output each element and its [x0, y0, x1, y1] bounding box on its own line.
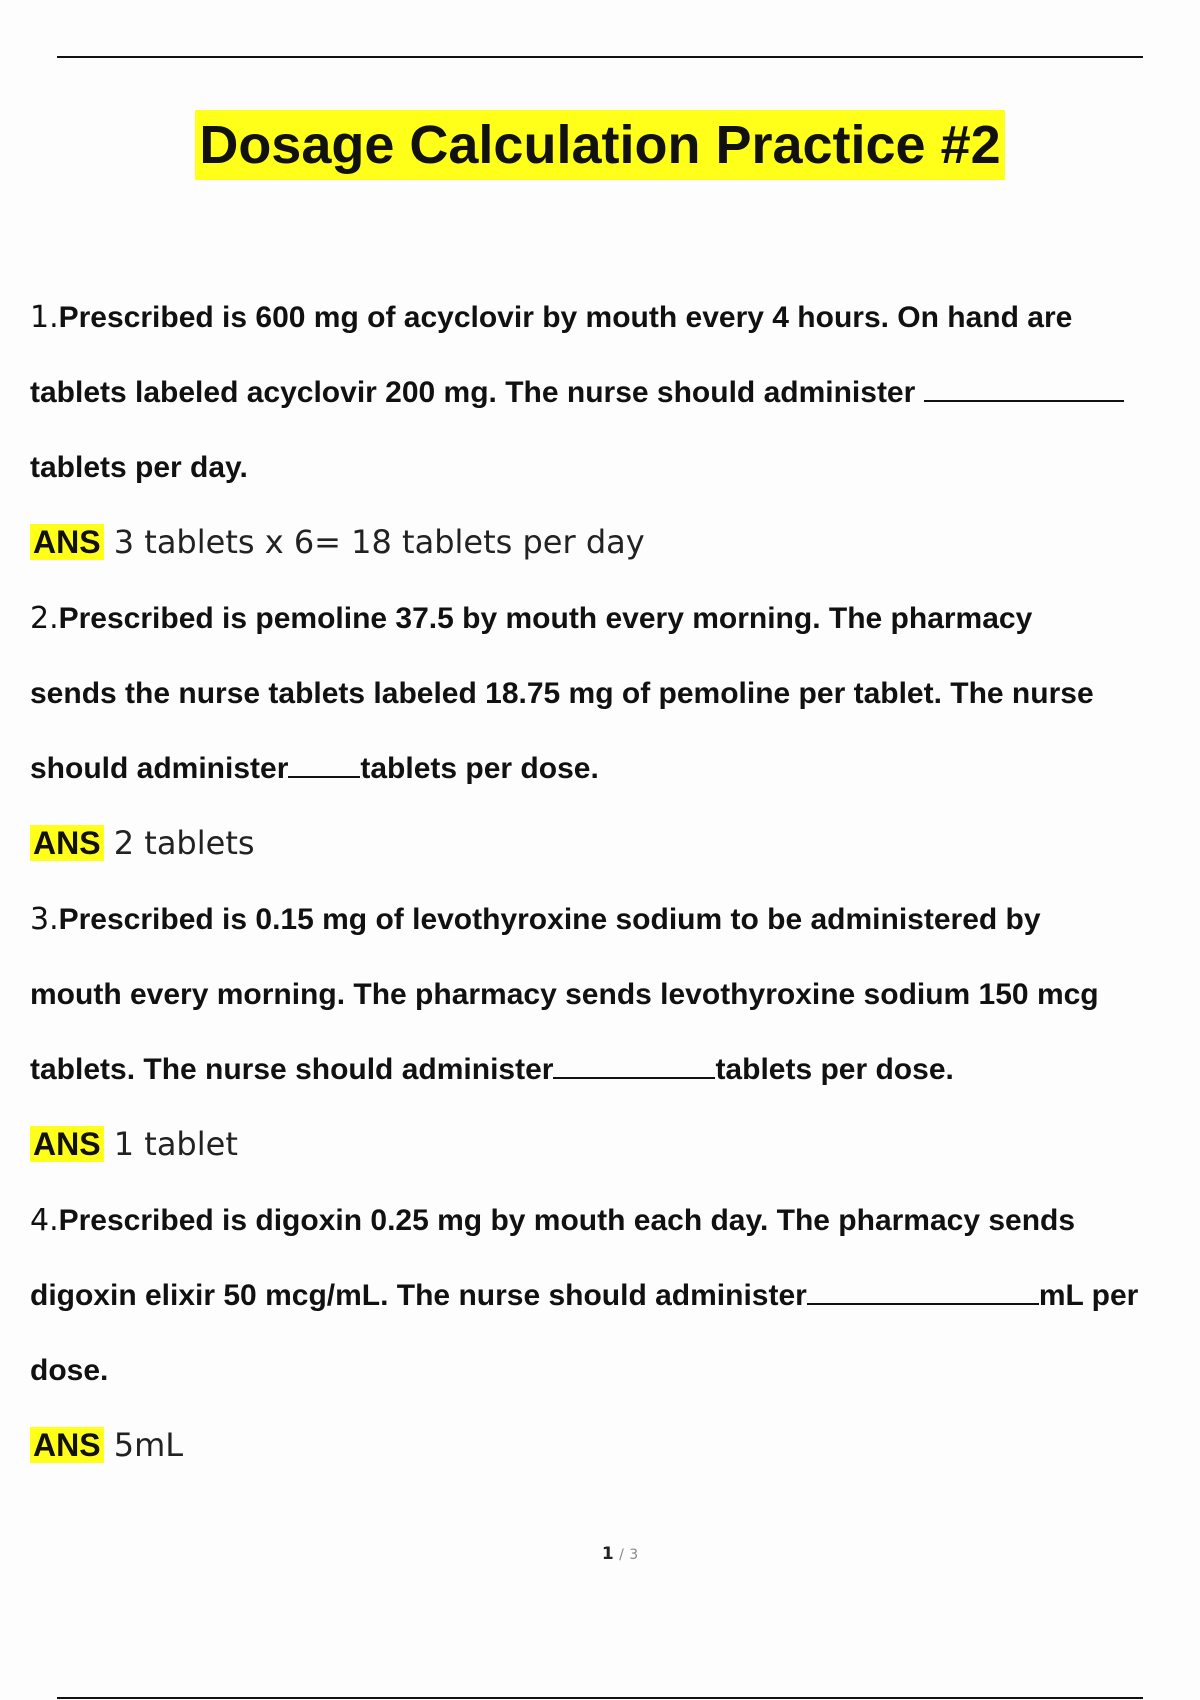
answer-label: ANS — [30, 1126, 104, 1162]
question-3-text-3: tablets. The nurse should administer — [30, 1053, 554, 1086]
answer-text: 3 tablets x 6= 18 tablets per day — [113, 523, 645, 561]
answer-blank — [288, 752, 360, 778]
question-2-text-4: tablets per dose. — [360, 752, 599, 785]
answer-label: ANS — [30, 825, 104, 861]
page-title: Dosage Calculation Practice #2 — [195, 110, 1004, 180]
answer-text: 2 tablets — [113, 824, 255, 862]
question-4-line-3 — [30, 1351, 108, 1391]
answer-text: 5mL — [113, 1426, 184, 1464]
question-1-line-3 — [30, 448, 248, 488]
question-4-answer — [30, 1425, 183, 1465]
question-1-text-2: tablets labeled acyclovir 200 mg. The nurse should administer — [30, 376, 916, 409]
question-2-line-1 — [30, 599, 1032, 639]
top-divider — [57, 56, 1143, 58]
question-3-line-2 — [30, 975, 1099, 1015]
answer-blank — [553, 1053, 715, 1079]
question-4-line-2 — [30, 1276, 1138, 1316]
question-3-number: 3. — [30, 902, 59, 937]
bottom-divider — [57, 1697, 1143, 1699]
question-4-text-1: Prescribed is digoxin 0.25 mg by mouth each day. The pharmacy sends — [58, 1204, 1076, 1237]
question-3-text-2: mouth every morning. The pharmacy sends levothyroxine sodium 150 mcg — [30, 978, 1099, 1011]
question-4-text-2: digoxin elixir 50 mcg/mL. The nurse should administer — [30, 1279, 807, 1312]
current-page: 1 — [601, 1544, 614, 1564]
question-4-text-4: dose. — [30, 1354, 109, 1387]
question-2-answer — [30, 823, 255, 863]
question-4-text-3: mL per — [1038, 1279, 1139, 1312]
question-1-answer — [30, 522, 645, 562]
question-2-text-3: should administer — [30, 752, 289, 785]
title-container — [0, 110, 1200, 180]
answer-blank — [807, 1279, 1039, 1305]
question-2-text-1: Prescribed is pemoline 37.5 by mouth every morning. The pharmacy — [58, 602, 1033, 635]
question-4-number: 4. — [30, 1203, 59, 1238]
question-2-text-2: sends the nurse tablets labeled 18.75 mg of pemoline per tablet. The nurse — [30, 677, 1094, 710]
question-1-line-2 — [30, 373, 1124, 413]
question-1-number: 1. — [30, 300, 59, 335]
total-pages: 3 — [629, 1547, 639, 1563]
answer-blank — [924, 376, 1124, 402]
question-2-line-3 — [30, 749, 599, 789]
page-separator: / — [619, 1547, 624, 1563]
question-3-text-1: Prescribed is 0.15 mg of levothyroxine sodium to be administered by — [58, 903, 1041, 936]
question-2-number: 2. — [30, 601, 59, 636]
question-3-text-4: tablets per dose. — [715, 1053, 954, 1086]
page-indicator — [0, 1544, 1200, 1564]
question-3-line-3 — [30, 1050, 954, 1090]
answer-label: ANS — [30, 1427, 104, 1463]
question-1-line-1 — [30, 298, 1072, 338]
answer-label: ANS — [30, 524, 104, 560]
question-3-answer — [30, 1124, 238, 1164]
question-1-text-3: tablets per day. — [30, 451, 248, 484]
question-1-text-1: Prescribed is 600 mg of acyclovir by mouth every 4 hours. On hand are — [58, 301, 1073, 334]
question-3-line-1 — [30, 900, 1041, 940]
answer-text: 1 tablet — [113, 1125, 238, 1163]
question-4-line-1 — [30, 1201, 1075, 1241]
question-2-line-2 — [30, 674, 1094, 714]
